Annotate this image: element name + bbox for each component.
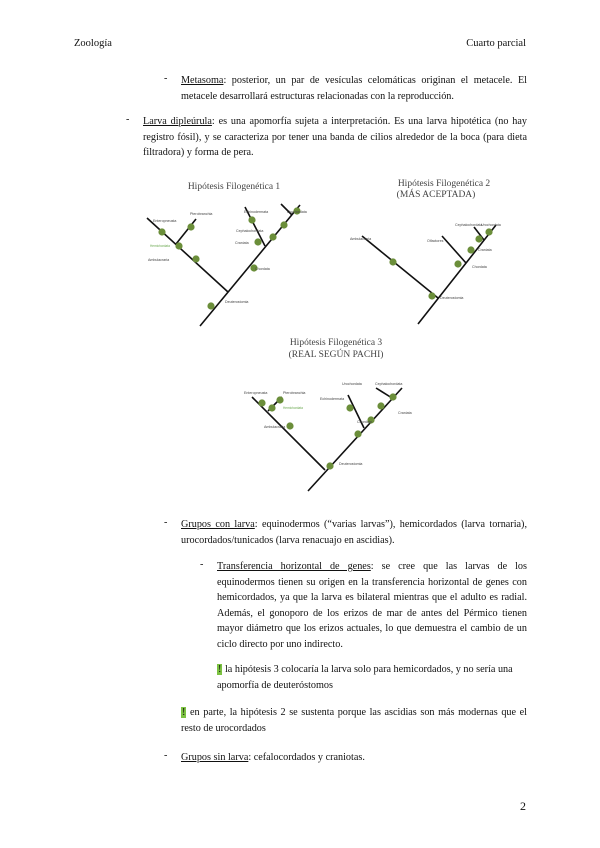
transferencia-term: Transferencia horizontal de genes [217, 561, 371, 572]
transferencia-paragraph [217, 559, 527, 653]
tree-3-label: Echinodermata [320, 397, 345, 401]
tree-3-label: Cephalochordata [375, 382, 403, 386]
note-2-text: en parte, la hipótesis 2 se sustenta porque las ascidias son más modernas que el resto de urocordados [181, 707, 527, 734]
list-dash: - [164, 750, 168, 761]
hypothesis-2-title: Hipótesis Filogenética 2 [397, 179, 491, 189]
list-dash: - [200, 559, 204, 570]
tree-1-label: Enteropneusta [153, 219, 177, 223]
tree-1-label: Cephalochordata [236, 229, 264, 233]
tree-3-label: Hemichordata [283, 406, 303, 410]
sin-larva-paragraph [181, 750, 527, 766]
metasoma-text: : posterior, un par de vesículas celomáticas originan el metacele. El metacele desarrollará estructuras relacionadas con la reproducción. [181, 75, 527, 102]
tree-2-label: Deuterostomia [440, 296, 464, 300]
tree-3-nodes [258, 393, 396, 469]
list-dash: - [126, 114, 130, 125]
con-larva-paragraph [181, 517, 527, 548]
transferencia-text: : se cree que las larvas de los equinodermos tienen su origen en la transferencia horizontal de genes con hemicordados, ya que la larva es bilateral mientras que el adulto es radial. Además, el gonoporo de los erizos de mar de antes del Pérmico tienen mayor diámetro que los erizos actuales, lo que demuestra el cambio de un ciclo directo por uno indirecto. [217, 561, 527, 650]
tree-1-label: Ambulacraria [148, 258, 170, 262]
tree-1-label: Pterobranchia [190, 212, 213, 216]
tree-2-label: Chordata [472, 265, 487, 269]
highlight-marker: ! [182, 707, 186, 718]
hypothesis-1-title: Hipótesis Filogenética 1 [187, 182, 281, 192]
con-larva-term: Grupos con larva [181, 519, 255, 530]
page-number: 2 [520, 799, 526, 813]
list-dash: - [164, 73, 168, 84]
header-subject: Zoología [74, 38, 112, 49]
tree-1-nodes [158, 207, 300, 309]
tree-1-label: Echinodermata [244, 210, 269, 214]
tree-3-label: Urochordata [342, 382, 362, 386]
tree-3-label: Chordata [357, 420, 372, 424]
sin-larva-term: Grupos sin larva [181, 752, 249, 763]
list-dash: - [164, 517, 168, 528]
highlight-marker: ! [218, 664, 222, 675]
larva-term: Larva dipleúrula [143, 116, 212, 127]
tree-1-label: Craniata [235, 241, 249, 245]
tree-1-label: Chordata [255, 267, 270, 271]
header-title: Cuarto parcial [466, 38, 526, 49]
tree-3-label: Ambulacraria [264, 425, 286, 429]
tree-2-label: Olfactores [427, 239, 444, 243]
tree-2-label: Ambulacraria [350, 237, 372, 241]
tree-3-label: Enteropneusta [244, 391, 268, 395]
tree-2-label: Cephalochordata [455, 223, 483, 227]
tree-2-label: Urochordata [481, 223, 501, 227]
tree-2-label: Craniata [478, 248, 492, 252]
tree-3-label: Craniata [398, 411, 412, 415]
hypothesis-3-subtitle: (REAL SEGÚN PACHI) [288, 350, 384, 360]
tree-1-label: Deuterostomia [225, 300, 249, 304]
note-2 [181, 705, 527, 736]
note-1 [217, 662, 527, 693]
tree-3-label: Deuterostomia [339, 462, 363, 466]
sin-larva-text: : cefalocordados y craniotas. [248, 752, 365, 763]
tree-1-label: Hemichordata [150, 244, 170, 248]
metasoma-term: Metasoma [181, 75, 224, 86]
tree-1-label: Urochordata [287, 210, 307, 214]
tree-3-label: Pterobranchia [283, 391, 306, 395]
hypothesis-2-subtitle: (MÁS ACEPTADA) [396, 190, 476, 200]
con-larva-text: : equinodermos (“varias larvas”), hemicordados (larva tornaria), urocordados/tunicados (larva renacuajo en ascidias). [181, 519, 527, 546]
larva-text: : es una apomorfía sujeta a interpretación. Es una larva hipotética (no hay registro fósil), y se caracteriza por tener una banda de cilios alrededor de la boca (para dieta filtradora) y forma de pera. [143, 116, 527, 159]
note-1-text: la hipótesis 3 colocaría la larva solo para hemicordados, y no sería una apomorfía de deuteróstomos [217, 664, 513, 691]
hypothesis-3-title: Hipótesis Filogenética 3 [289, 338, 383, 348]
